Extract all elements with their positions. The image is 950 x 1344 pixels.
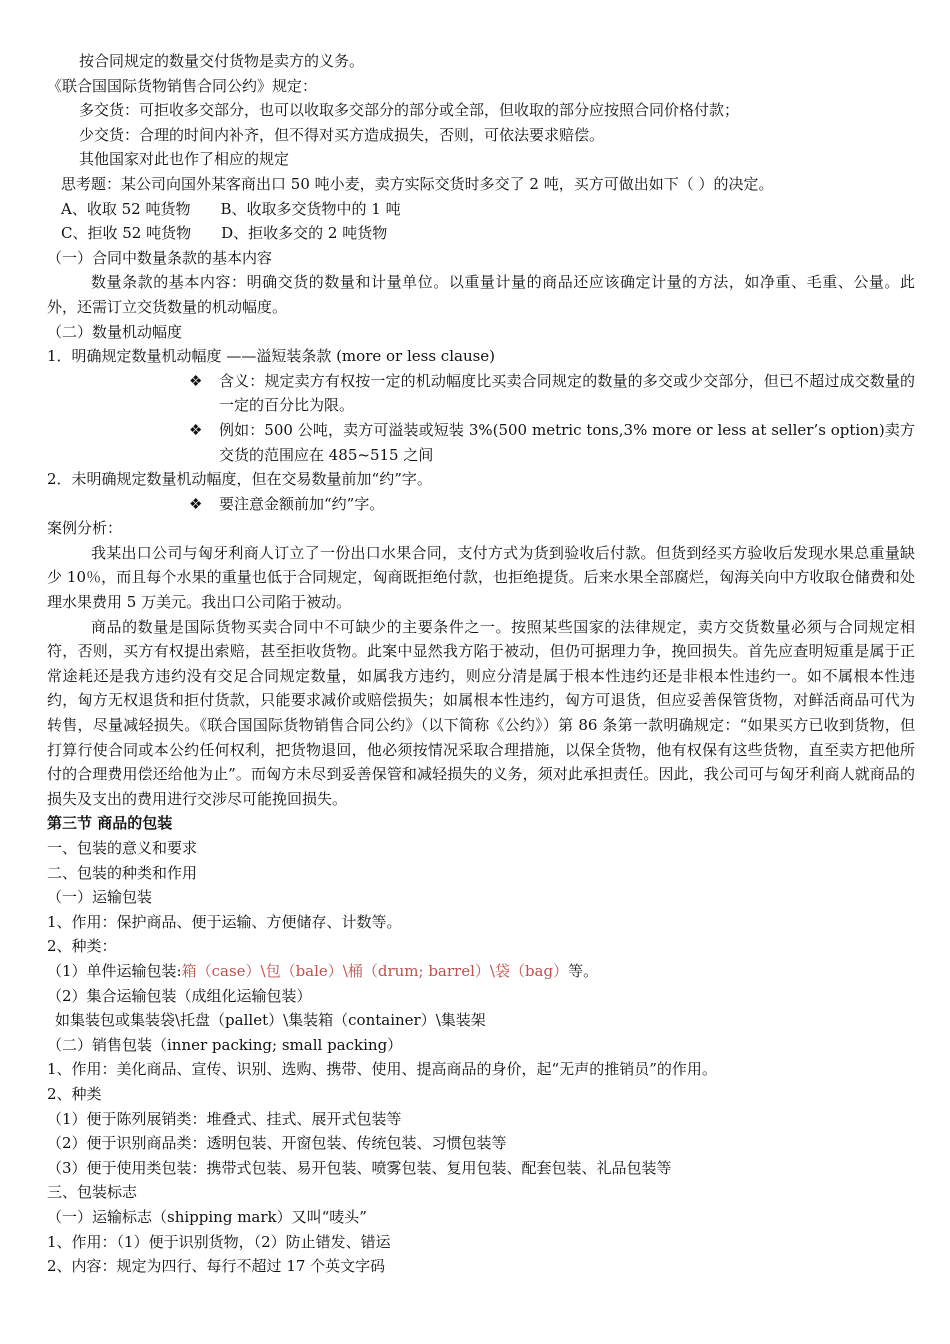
option-b: B、收取多交货物中的 1 吨 <box>220 199 401 218</box>
bullet-text: 要注意金额前加“约”字。 <box>219 494 385 513</box>
question-line: 思考题：某公司向国外某客商出口 50 吨小麦，卖方实际交货时多交了 2 吨，买方可做出如下（ ）的决定。 <box>61 174 774 193</box>
text-line: 1、作用：美化商品、宣传、识别、选购、携带、使用、提高商品的身价，起“无声的推销员”的作用。 <box>47 1060 717 1079</box>
text-line: （一）运输包装 <box>47 888 153 907</box>
bullet-diamond-icon: ❖ <box>189 494 203 513</box>
bullet-diamond-icon: ❖ <box>189 420 203 439</box>
option-d: D、拒收多交的 2 吨货物 <box>221 224 388 243</box>
bullet-text: 例如：500 公吨，卖方可溢装或短装 3%(500 metric tons,3% more or less at seller’s option)卖方交货的范围应在 485~515 之间 <box>219 420 915 464</box>
paragraph: 我某出口公司与匈牙利商人订立了一份出口水果合同，支付方式为货到验收后付款。但货到经买方验收后发现水果总重量缺少 10％，而且每个水果的重量也低于合同规定，匈商既拒绝付款，也拒绝提货。后来水果全部腐烂，匈海关向中方收取仓储费和处理水果费用 5 万美元。我出口公司陷于被动。 <box>47 543 915 612</box>
text-line: （二）销售包装（inner packing; small packing） <box>47 1035 403 1054</box>
text-line: 1、作用：保护商品、便于运输、方便储存、计数等。 <box>47 912 402 931</box>
text-line: （2）便于识别商品类：透明包装、开窗包装、传统包装、习惯包装等 <box>47 1134 507 1153</box>
text-line: 按合同规定的数量交付货物是卖方的义务。 <box>79 52 365 70</box>
text-line: 一、包装的意义和要求 <box>47 839 198 857</box>
text-line: （一）运输标志（shipping mark）又叫“唛头” <box>47 1207 367 1226</box>
highlighted-text: 箱（case）\包（bale）\桶（drum; barrel）\袋（bag） <box>181 961 569 980</box>
document-page <box>47 49 915 1279</box>
text-line: 1．明确规定数量机动幅度 ——溢短装条款 (more or less clause) <box>47 347 496 366</box>
text-line: 少交货：合理的时间内补齐，但不得对买方造成损失，否则，可依法要求赔偿。 <box>79 125 605 144</box>
text-line: 1、作用：（1）便于识别货物，（2）防止错发、错运 <box>47 1232 391 1251</box>
option-a: A、收取 52 吨货物 <box>61 199 191 218</box>
paragraph: 商品的数量是国际货物买卖合同中不可缺少的主要条件之一。按照某些国家的法律规定，卖方交货数量必须与合同规定相符，否则，买方有权提出索赔，甚至拒收货物。此案中显然我方陷于被动，但仍可据理力争，挽回损失。首先应查明短重是属于正常途耗还是我方违约没有交足合同规定数量，如属我方违约，则应分清是属于根本性违约还是非根本性违约一。如不属根本性违约，匈方无权退货和拒付货款，只能要求减价或赔偿损失；如属根本性违约，匈方可退货，但应妥善保管货物，对鲜活商品可代为转售，尽量减轻损失。《联合国国际货物销售合同公约》（以下简称《公约》）第 86 条第一款明确规定：“如果买方已收到货物，但打算行使合同或本公约任何权利，把货物退回，他必须按情况采取合理措施，以保全货物，他有权保有这些货物，直至卖方把他所付的合理费用偿还给他为止”。而匈方未尽到妥善保管和减轻损失的义务，须对此承担责任。因此，我公司可与匈牙利商人就商品的损失及支出的费用进行交涉尽可能挽回损失。 <box>47 617 915 808</box>
text-line: 2．未明确规定数量机动幅度，但在交易数量前加“约”字。 <box>47 470 432 489</box>
text-line: 2、种类 <box>47 1084 102 1103</box>
text-line: 三、包装标志 <box>47 1183 138 1202</box>
text-line: （2）集合运输包装（成组化运输包装） <box>47 986 312 1005</box>
option-line <box>47 197 915 222</box>
text-line: （1）单件运输包装:箱（case）\包（bale）\桶（drum; barrel）\袋（bag）等。 <box>47 961 599 980</box>
text-line: 2、种类： <box>47 937 117 956</box>
text-line: 如集装包或集装袋\托盘（pallet）\集装箱（container）\集装架 <box>55 1011 486 1030</box>
text-line: 其他国家对此也作了相应的规定 <box>79 150 290 169</box>
chapter-heading: 第三节 商品的包装 <box>47 814 173 833</box>
text-line: 案例分析： <box>47 519 123 538</box>
text-line: 多交货：可拒收多交部分，也可以收取多交部分的部分或全部，但收取的部分应按照合同价格付款； <box>79 101 740 120</box>
text-line: 二、包装的种类和作用 <box>47 863 198 882</box>
text-line: （3）便于使用类包装：携带式包装、易开包装、喷雾包装、复用包装、配套包装、礼品包装等 <box>47 1158 672 1177</box>
text-line: 2、内容：规定为四行、每行不超过 17 个英文字码 <box>47 1257 386 1276</box>
bullet-text: 含义：规定卖方有权按一定的机动幅度比买卖合同规定的数量的多交或少交部分，但已不超过成交数量的一定的百分比为限。 <box>219 371 915 415</box>
bullet-item <box>47 418 915 467</box>
text-line: （1）便于陈列展销类：堆叠式、挂式、展开式包装等 <box>47 1109 402 1128</box>
section-title: （一）合同中数量条款的基本内容 <box>47 248 273 267</box>
option-line <box>47 221 915 246</box>
section-title: （二）数量机动幅度 <box>47 322 183 341</box>
paragraph: 数量条款的基本内容：明确交货的数量和计量单位。以重量计量的商品还应该确定计量的方法，如净重、毛重、公量。此外，还需订立交货数量的机动幅度。 <box>47 273 915 316</box>
text-line: 《联合国国际货物销售合同公约》规定： <box>47 76 318 95</box>
bullet-item <box>47 492 915 517</box>
bullet-item <box>47 369 915 418</box>
bullet-diamond-icon: ❖ <box>189 371 203 390</box>
option-c: C、拒收 52 吨货物 <box>61 224 192 243</box>
